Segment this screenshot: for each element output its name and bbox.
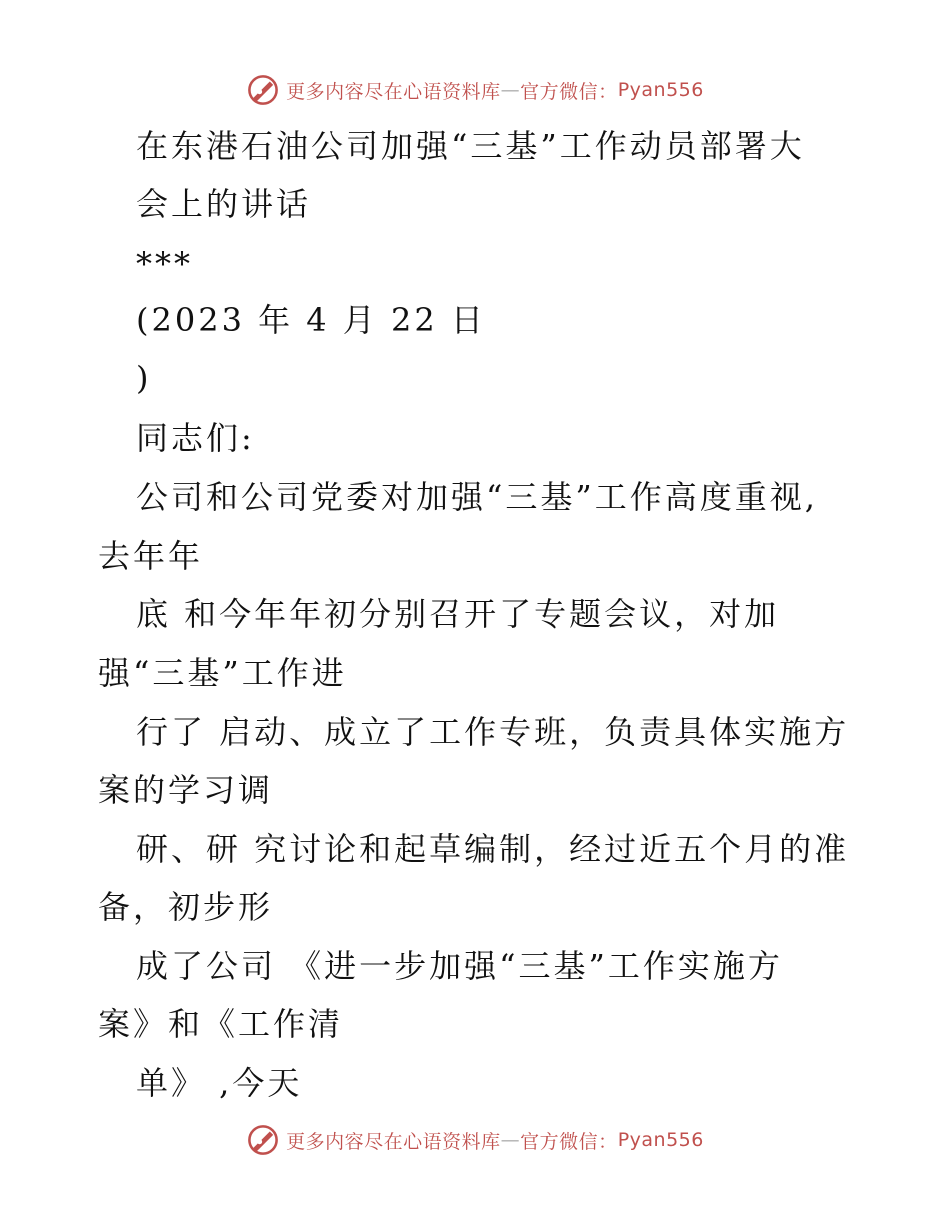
banner-account-label: 官方微信： bbox=[520, 80, 618, 103]
doc-author: *** bbox=[136, 245, 193, 283]
watermark-banner-top bbox=[0, 70, 950, 110]
doc-body-line: 去年年 bbox=[98, 537, 204, 575]
doc-body-line: 案的学习调 bbox=[98, 771, 274, 809]
banner-main-text: 更多内容尽在心语资料库 bbox=[286, 80, 501, 103]
banner-main-text: 更多内容尽在心语资料库 bbox=[286, 1130, 501, 1153]
pen-logo-icon bbox=[246, 1123, 280, 1157]
banner-dash: — bbox=[500, 79, 521, 101]
doc-body-line: 案》和《工作清 bbox=[98, 1005, 344, 1043]
doc-body-line: 行了 启动、成立了工作专班，负责具体实施方 bbox=[136, 713, 850, 751]
banner-account-id: Pyan556 bbox=[617, 1129, 704, 1151]
doc-title-line-2: 会上的讲话 bbox=[136, 185, 312, 223]
watermark-banner-bottom bbox=[0, 1120, 950, 1160]
doc-body-line: 底 和今年年初分别召开了专题会议，对加 bbox=[136, 595, 780, 633]
doc-body-line: 强“三基”工作进 bbox=[98, 654, 347, 692]
doc-body-line: 成了公司 《进一步加强“三基”工作实施方 bbox=[136, 947, 783, 985]
doc-body-line: 单》 ,今天 bbox=[136, 1064, 303, 1102]
doc-title-line-1: 在东港石油公司加强“三基”工作动员部署大 bbox=[136, 127, 805, 165]
doc-body-line: 公司和公司党委对加强“三基”工作高度重视, bbox=[136, 478, 818, 516]
pen-logo-icon bbox=[246, 73, 280, 107]
doc-body-line: 研、研 究讨论和起草编制，经过近五个月的准 bbox=[136, 830, 850, 868]
doc-date: (2023 年 4 月 22 日 bbox=[136, 301, 486, 339]
banner-account-label: 官方微信： bbox=[520, 1130, 618, 1153]
doc-salutation: 同志们: bbox=[136, 419, 255, 457]
banner-account-id: Pyan556 bbox=[617, 79, 704, 101]
banner-dash: — bbox=[500, 1129, 521, 1151]
doc-date-close: ) bbox=[136, 359, 152, 397]
doc-body-line: 备，初步形 bbox=[98, 888, 274, 926]
